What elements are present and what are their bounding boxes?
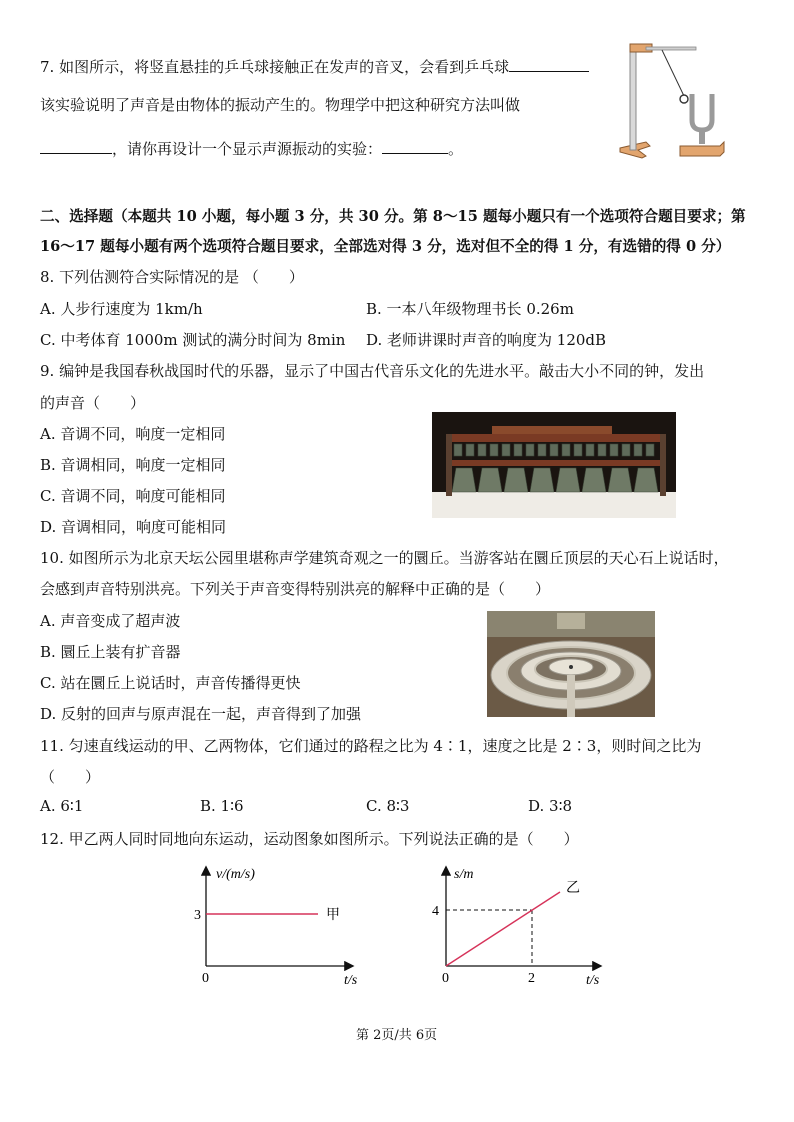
st-series-label-yi: 乙 [566, 880, 580, 896]
q10-option-b[interactable]: B. 圜丘上装有扩音器 [40, 643, 181, 661]
page-footer: 第 2页/共 6页 [356, 1028, 438, 1043]
q10-option-d[interactable]: D. 反射的回声与原声混在一起，声音得到了加强 [40, 705, 362, 723]
q11-option-a[interactable]: A. 6∶1 [40, 797, 84, 815]
st-origin: 0 [442, 971, 449, 986]
q8-stem: 8. 下列估测符合实际情况的是 （ ） [40, 268, 304, 286]
section2-heading-line1: 二、选择题（本题共 10 小题，每小题 3 分，共 30 分。第 8～15 题每小题只有一个选项符合题目要求；第 [40, 208, 746, 225]
q7-blank-2[interactable] [40, 139, 112, 154]
q9-option-c[interactable]: C. 音调不同，响度可能相同 [40, 487, 226, 505]
q8-option-c[interactable]: C. 中考体育 1000m 测试的满分时间为 8min [40, 331, 346, 349]
q11-option-d[interactable]: D. 3∶8 [528, 797, 573, 815]
q10-stem-line1: 10. 如图所示为北京天坛公园里堪称声学建筑奇观之一的圜丘。当游客站在圜丘顶层的天心石上说话时， [40, 549, 729, 567]
q7-line1: 7. 如图所示，将竖直悬挂的乒乓球接触正在发声的音叉，会看到乒乓球 [40, 56, 589, 77]
q7-blank-3[interactable] [382, 139, 448, 154]
q10-stem-line2: 会感到声音特别洪亮。下列关于声音变得特别洪亮的解释中正确的是（ ） [40, 580, 551, 598]
vt-ylabel: v/(m/s) [216, 867, 255, 882]
q7-line3: ，请你再设计一个显示声源振动的实验： 。 [40, 138, 463, 159]
q8-option-d[interactable]: D. 老师讲课时声音的响度为 120dB [366, 331, 607, 349]
st-series-yi-line [446, 892, 560, 966]
st-y-tick-4: 4 [432, 904, 439, 919]
q9-stem-line2: 的声音（ ） [40, 394, 146, 412]
q7-blank-1[interactable] [509, 57, 589, 72]
vt-origin: 0 [202, 971, 209, 986]
st-x-tick-2: 2 [528, 971, 535, 986]
q9-option-a[interactable]: A. 音调不同，响度一定相同 [40, 425, 226, 443]
q8-option-a[interactable]: A. 人步行速度为 1km/h [40, 300, 203, 318]
distance-time-graph [420, 860, 610, 990]
q11-option-c[interactable]: C. 8∶3 [366, 797, 410, 815]
q11-stem-line1: 11. 匀速直线运动的甲、乙两物体，它们通过的路程之比为 4∶1，速度之比是 2∶3，则时间之比为 [40, 737, 702, 755]
q10-option-c[interactable]: C. 站在圜丘上说话时，声音传播得更快 [40, 674, 301, 692]
velocity-time-graph [180, 860, 360, 990]
q11-option-b[interactable]: B. 1∶6 [200, 797, 244, 815]
vt-series-label-jia: 甲 [326, 907, 340, 923]
vt-xlabel: t/s [344, 973, 358, 988]
tuning-fork-figure [616, 38, 728, 162]
q9-option-b[interactable]: B. 音调相同，响度一定相同 [40, 456, 226, 474]
bianzhong-bells-photo [432, 412, 676, 518]
circular-mound-altar-photo [487, 611, 655, 717]
q9-option-d[interactable]: D. 音调相同，响度可能相同 [40, 518, 227, 536]
vt-y-tick-3: 3 [194, 908, 201, 923]
q10-option-a[interactable]: A. 声音变成了超声波 [40, 612, 181, 630]
q8-option-b[interactable]: B. 一本八年级物理书长 0.26m [366, 300, 574, 318]
q11-stem-line2: （ ） [40, 768, 101, 786]
st-xlabel: t/s [586, 973, 600, 988]
section2-heading-line2: 16～17 题每小题有两个选项符合题目要求，全部选对得 3 分，选对但不全的得 1 分，有选错的得 0 分） [40, 238, 731, 255]
q9-stem-line1: 9. 编钟是我国春秋战国时代的乐器，显示了中国古代音乐文化的先进水平。敲击大小不同的钟，发出 [40, 362, 705, 380]
q12-stem: 12. 甲乙两人同时同地向东运动，运动图象如图所示。下列说法正确的是（ ） [40, 830, 579, 848]
q7-line2: 该实验说明了声音是由物体的振动产生的。物理学中把这种研究方法叫做 [40, 96, 521, 114]
st-ylabel: s/m [454, 867, 474, 882]
